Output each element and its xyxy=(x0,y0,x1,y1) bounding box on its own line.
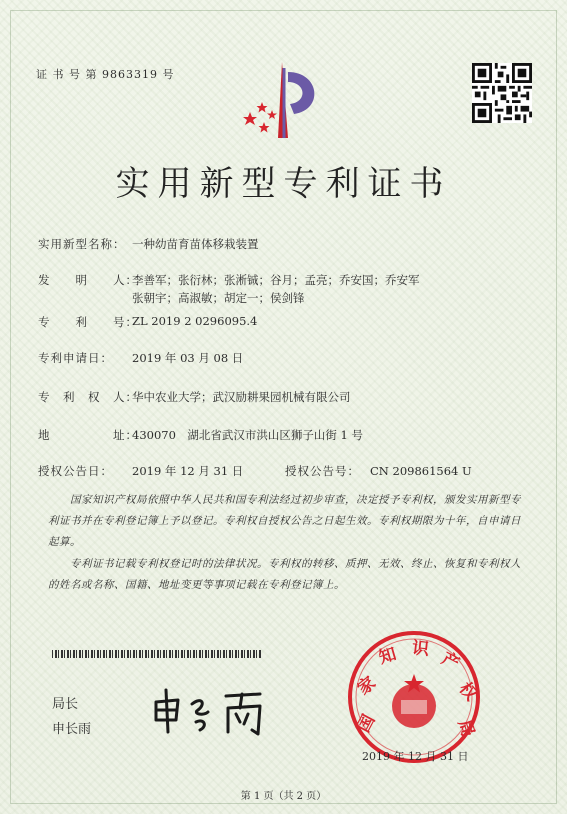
signer-title: 局长 xyxy=(52,697,79,712)
inventor-value-line1: 李善军；张衍林；张淅铖；谷月；孟亮；乔安国；乔安军 xyxy=(132,273,420,287)
statement-paragraph-1: 国家知识产权局依照中华人民共和国专利法经过初步审查，决定授予专利权，颁发实用新型专利证书并在专利登记簿上予以登记。专利权自授权公告之日起生效。专利权期限为十年，自申请日起算。 xyxy=(48,494,521,548)
grant-date-label: 授权公告日： xyxy=(38,464,113,478)
patentee-label: 专 利 权 人： xyxy=(38,390,138,404)
barcode xyxy=(52,650,262,658)
patentee-value: 华中农业大学；武汉励耕果园机械有限公司 xyxy=(132,390,351,404)
patent-number-label: 专 利 号： xyxy=(38,315,138,329)
inventor-label: 发 明 人： xyxy=(38,273,138,287)
certificate-number: 证 书 号 第 9863319 号 xyxy=(36,68,175,81)
seal-date: 2019 年 12 月 31 日 xyxy=(362,750,469,763)
utility-name-label: 实用新型名称： xyxy=(38,237,126,251)
patent-number-value: ZL 2019 2 0296095.4 xyxy=(132,314,258,328)
inventor-value-line2: 张朝宇；高淑敏；胡定一；侯剑锋 xyxy=(132,291,305,305)
svg-text:国: 国 xyxy=(353,711,380,736)
svg-text:权: 权 xyxy=(454,678,481,705)
svg-text:产: 产 xyxy=(438,648,463,675)
grant-number-value: CN 209861564 U xyxy=(370,464,472,478)
svg-text:识: 识 xyxy=(411,638,431,660)
grant-number-label: 授权公告号： xyxy=(285,464,360,478)
page-footer: 第 1 页（共 2 页） xyxy=(240,791,327,802)
application-date-label: 专利申请日： xyxy=(38,351,113,365)
grant-date-value: 2019 年 12 月 31 日 xyxy=(132,464,244,478)
statement-paragraph-2: 专利证书记载专利权登记时的法律状况。专利权的转移、质押、无效、终止、恢复和专利权人的姓名或名称、国籍、地址变更等事项记载在专利登记簿上。 xyxy=(48,558,521,591)
patent-office-logo-icon xyxy=(238,58,330,142)
handwritten-signature xyxy=(148,686,298,738)
certificate-title: 实用新型专利证书 xyxy=(115,164,452,204)
signer-name: 申长雨 xyxy=(52,722,92,737)
svg-text:知: 知 xyxy=(376,644,399,669)
svg-text:家: 家 xyxy=(354,672,380,700)
address-value: 430070 湖北省武汉市洪山区狮子山街 1 号 xyxy=(132,428,364,442)
application-date-value: 2019 年 03 月 08 日 xyxy=(132,351,244,365)
qr-code-icon xyxy=(472,63,532,123)
official-seal xyxy=(345,628,483,766)
utility-name-value: 一种幼苗育苗体移栽装置 xyxy=(132,237,259,251)
address-label: 地 址： xyxy=(38,428,138,442)
svg-text:局: 局 xyxy=(453,717,478,740)
